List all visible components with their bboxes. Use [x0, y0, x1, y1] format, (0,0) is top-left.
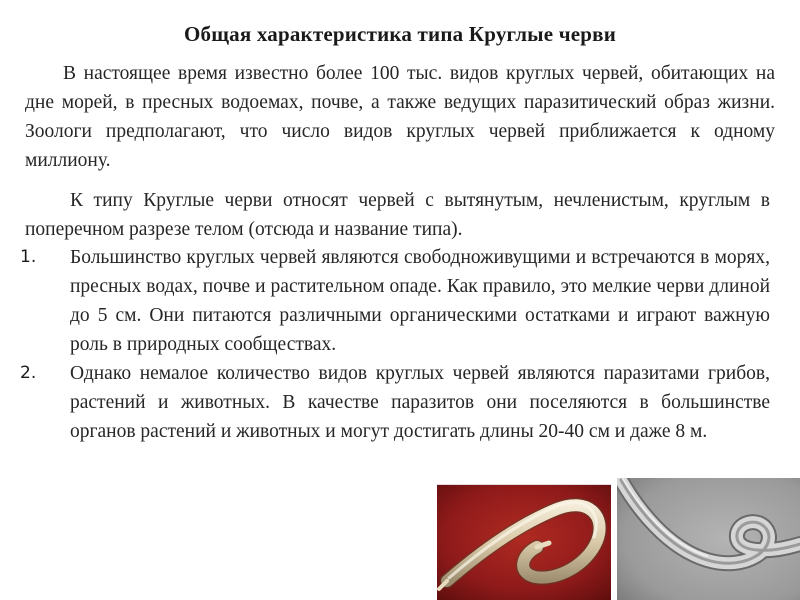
roundworm-photo-red: [437, 484, 611, 600]
list-number: 1.: [20, 247, 37, 267]
list-number: 2.: [20, 363, 37, 383]
numbered-list: [20, 243, 770, 446]
list-item: [20, 359, 770, 446]
list-item-text: Однако немалое количество видов круглых червей являются паразитами грибов, растений и животных. В качестве паразитов они поселяются в большинстве органов растений и животных и могут достигать длины 20-40 см и даже 8 м.: [70, 363, 770, 442]
slide-title: Общая характеристика типа Круглые черви: [183, 22, 617, 46]
list-item: [20, 243, 770, 359]
roundworm-micrograph-grey: [617, 478, 800, 600]
paragraph-definition: К типу Круглые черви относят червей с вытянутым, нечленистым, круглым в поперечном разрезе телом (отсюда и название типа).: [25, 190, 770, 240]
roundworm-illustration-red: [437, 485, 611, 600]
roundworm-illustration-grey: [617, 478, 800, 600]
list-item-text: Большинство круглых червей являются свободноживущими и встречаются в морях, пресных водах, почве и растительном опаде. Как правило, это мелкие черви длиной до 5 см. Они питаются различными органическими остатками и играют важную роль в природных сообществах.: [70, 247, 770, 355]
paragraph-intro: В настоящее время известно более 100 тыс. видов круглых червей, обитающих на дне морей, в пресных водоемах, почве, а также ведущих паразитический образ жизни. Зоологи предполагают, что число видов круглых червей приближается к одному миллиону.: [25, 63, 775, 171]
